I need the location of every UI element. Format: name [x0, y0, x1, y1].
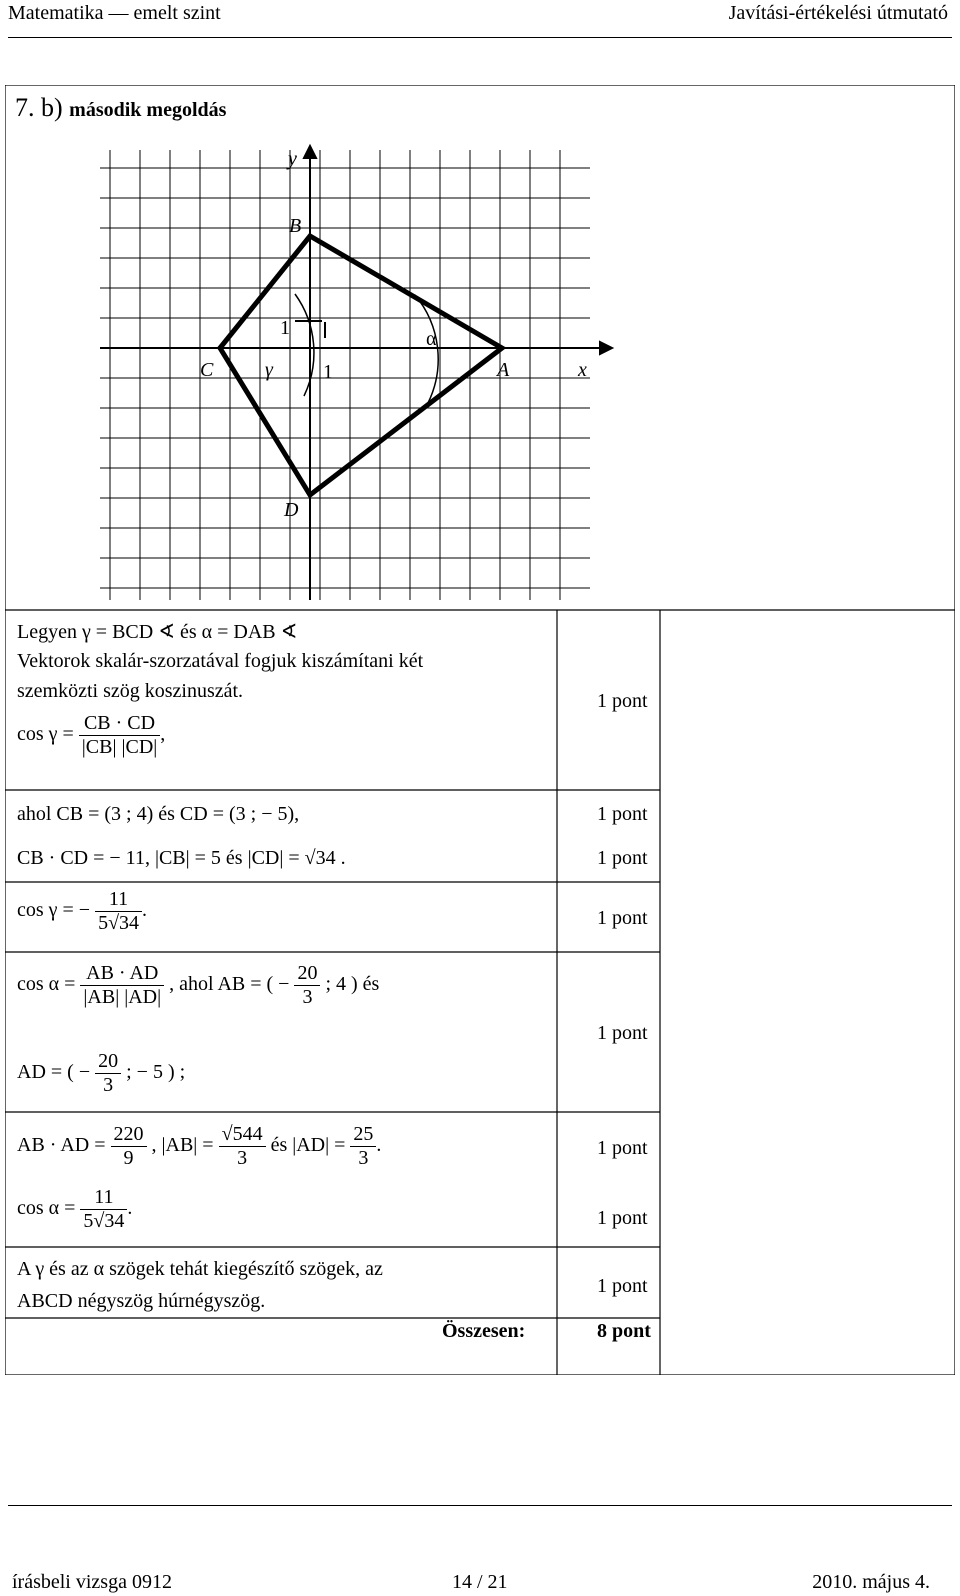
vertex-d-label: D — [284, 499, 299, 521]
row-cos-gamma-value: cos γ = − $\frac{11}{5√34}$ . — [17, 888, 148, 934]
row-definitions-1: Legyen γ = BCD ∢ és α = DAB ∢ — [17, 621, 298, 643]
x-axis-arrow — [600, 342, 612, 354]
cos-alpha-value-den: 5√34 — [83, 1210, 125, 1232]
ab-x-num: 20 — [294, 962, 320, 986]
gamma-label: γ — [265, 359, 273, 381]
ad-x-den: 3 — [103, 1074, 114, 1096]
vertex-b-label: B — [289, 215, 302, 237]
row-conclusion-1: A γ és az α szögek tehát kiegészítő szögek, az — [17, 1258, 383, 1280]
row-dot-product-1: CB · CD = − 11, |CB| = 5 és |CD| = √34 . — [17, 847, 346, 869]
r7-num-2: √544 — [219, 1123, 266, 1147]
row-definitions-2: Vektorok skalár-szorzatával fogjuk kiszámítani két — [17, 650, 424, 672]
alpha-label: α — [426, 328, 437, 350]
cos-gamma-num: CB · CD — [79, 712, 160, 736]
r7-frac-3 — [350, 1123, 376, 1170]
ad-x-num: 20 — [95, 1050, 121, 1074]
points-5: 1 pont — [597, 1022, 648, 1044]
cos-gamma-fraction — [79, 712, 160, 759]
section-title — [15, 93, 226, 123]
r7-lhs: AB · AD = — [17, 1134, 106, 1157]
row-cos-alpha-value: cos α = $\frac{11}{5√34}$ . — [17, 1186, 133, 1232]
ad-lhs: AD = ( − — [17, 1061, 91, 1084]
unit-x-label: 1 — [323, 361, 333, 383]
cos-alpha-num: AB · AD — [80, 962, 164, 986]
r7-frac-2 — [219, 1123, 266, 1170]
r7-mid-2: és |AD| = — [270, 1134, 346, 1157]
r7-den-2: 3 — [237, 1147, 248, 1169]
unit-y-label: 1 — [280, 317, 290, 339]
cos-gamma-lhs: cos γ = — [17, 723, 74, 746]
y-axis-arrow — [304, 146, 316, 158]
row-cos-gamma-formula: cos γ = $\frac{CB \cdot CD}{|CB| |CD|}$ , — [17, 712, 166, 758]
header-divider — [8, 37, 952, 38]
cos-alpha-value-num: 11 — [80, 1186, 127, 1210]
cos-gamma-value-lhs: cos γ = − — [17, 899, 91, 922]
cos-gamma-value-num: 11 — [95, 888, 142, 912]
page-header — [0, 0, 960, 40]
title-sub: második megoldás — [69, 99, 227, 121]
ab-x-fraction — [294, 962, 320, 1009]
cos-alpha-den: |AB| |AD| — [83, 986, 162, 1008]
row-conclusion-2: ABCD négyszög húrnégyszög. — [17, 1290, 266, 1312]
footer-right: 2010. május 4. — [812, 1571, 930, 1593]
points-8: 1 pont — [597, 1275, 648, 1297]
ab-x-den: 3 — [302, 986, 313, 1008]
y-axis-label: y — [288, 148, 297, 170]
footer-center: 14 / 21 — [452, 1571, 508, 1593]
gamma-arc — [295, 294, 314, 396]
row-vector-ad — [17, 1050, 185, 1097]
r7-mid-1: , |AB| = — [151, 1134, 214, 1157]
quadrilateral-abcd — [220, 236, 502, 495]
cos-alpha-value-fraction — [80, 1186, 127, 1233]
footer-left: írásbeli vizsga 0912 — [12, 1571, 172, 1593]
cos-alpha-value-lhs: cos α = — [17, 1197, 76, 1220]
cos-gamma-value-fraction — [95, 888, 142, 935]
row-vectors-cb-cd: ahol CB = (3 ; 4) és CD = (3 ; − 5), — [17, 803, 300, 825]
r7-den-1: 9 — [123, 1147, 134, 1169]
points-4: 1 pont — [597, 907, 648, 929]
points-7: 1 pont — [597, 1207, 648, 1229]
cos-gamma-value-den: 5√34 — [98, 912, 140, 934]
points-2: 1 pont — [597, 803, 648, 825]
row-dot-product-2: AB · AD = $\frac{220}{9}$ , |AB| = $\frac{√544}{3}$ és |AD| = $\frac{25}{3}$ . — [17, 1123, 382, 1169]
page-footer — [0, 1505, 960, 1596]
total-label: Összesen: — [442, 1320, 526, 1342]
header-right: Javítási-értékelési útmutató — [728, 2, 948, 24]
points-3: 1 pont — [597, 847, 648, 869]
points-1: 1 pont — [597, 690, 648, 712]
row-definitions-3: szemközti szög koszinuszát. — [17, 680, 244, 702]
coordinate-figure — [90, 140, 620, 610]
footer-divider — [8, 1505, 952, 1506]
title-main: 7. b) — [15, 93, 63, 122]
r7-num-1: 220 — [111, 1123, 147, 1147]
points-total: 8 pont — [597, 1320, 651, 1342]
r7-den-3: 3 — [358, 1147, 369, 1169]
cos-alpha-lhs: cos α = — [17, 973, 76, 996]
cos-alpha-mid: , ahol AB = ( − — [169, 973, 290, 996]
cos-alpha-end: ; 4 ) és — [325, 973, 380, 996]
header-left: Matematika — emelt szint — [8, 2, 221, 24]
cos-gamma-den: |CB| |CD| — [81, 736, 158, 758]
points-6: 1 pont — [597, 1137, 648, 1159]
ad-x-fraction — [95, 1050, 121, 1097]
r7-frac-1 — [111, 1123, 147, 1170]
ad-end: ; − 5 ) ; — [126, 1061, 186, 1084]
cos-alpha-fraction — [80, 962, 164, 1009]
x-axis-label: x — [578, 359, 587, 381]
r7-num-3: 25 — [350, 1123, 376, 1147]
vertex-c-label: C — [200, 359, 214, 381]
row-cos-alpha-formula — [17, 962, 379, 1009]
vertex-a-label: A — [497, 359, 510, 381]
